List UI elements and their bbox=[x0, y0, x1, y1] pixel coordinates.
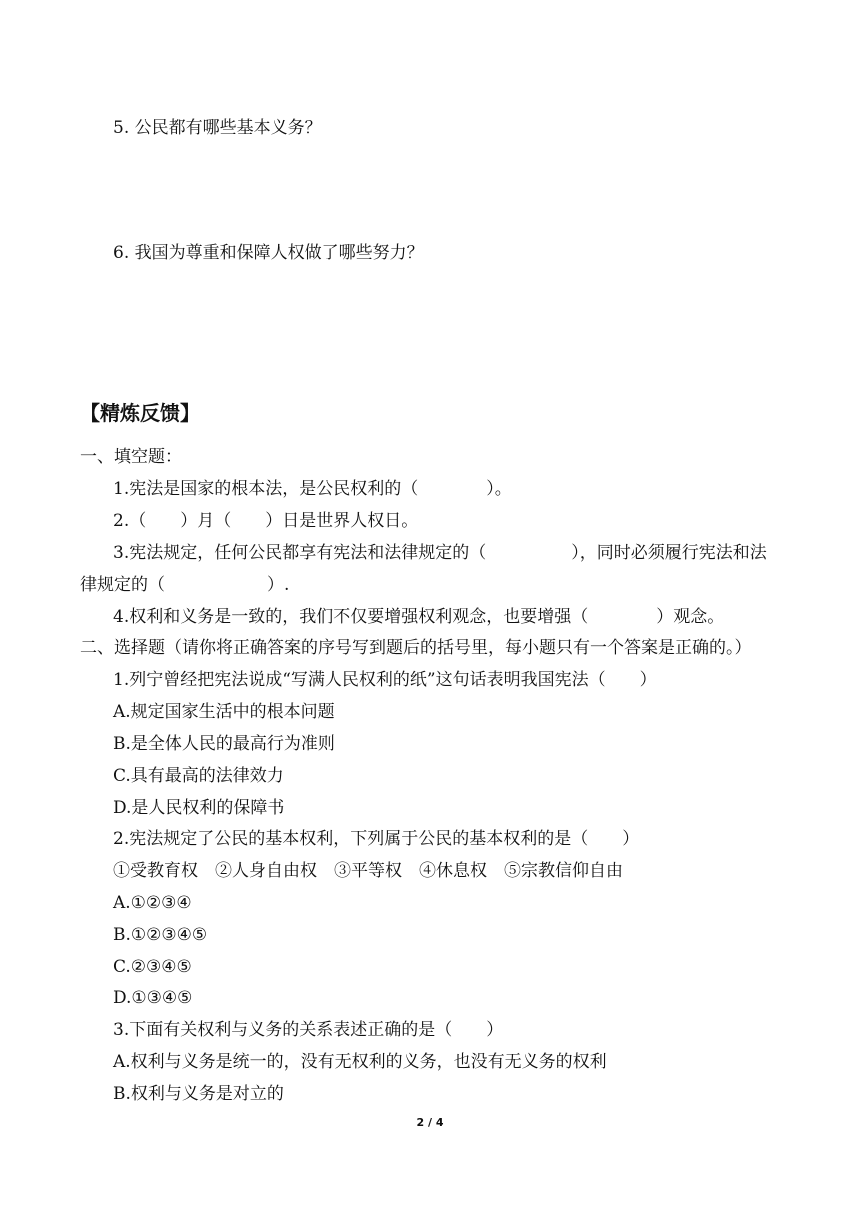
choice-q2-statements: ①受教育权 ②人身自由权 ③平等权 ④休息权 ⑤宗教信仰自由 bbox=[113, 861, 623, 881]
choice-q2-option-c: C.②③④⑤ bbox=[113, 957, 192, 977]
choice-q1: 1.列宁曾经把宪法说成“写满人民权利的纸”这句话表明我国宪法（ ） bbox=[113, 670, 657, 690]
fill-blank-item-4: 4.权利和义务是一致的，我们不仅要增强权利观念，也要增强（ ）观念。 bbox=[113, 607, 725, 627]
choice-title: 二、选择题（请你将正确答案的序号写到题后的括号里，每小题只有一个答案是正确的。） bbox=[80, 638, 752, 658]
section-title: 【精炼反馈】 bbox=[80, 401, 200, 425]
choice-q1-option-c: C.具有最高的法律效力 bbox=[113, 766, 284, 786]
fill-blank-item-1: 1.宪法是国家的根本法，是公民权利的（ ）。 bbox=[113, 479, 512, 499]
choice-q2-option-b: B.①②③④⑤ bbox=[113, 925, 208, 945]
choice-q3: 3.下面有关权利与义务的关系表述正确的是（ ） bbox=[113, 1020, 504, 1040]
fill-blank-item-3: 3.宪法规定，任何公民都享有宪法和法律规定的（ ），同时必须履行宪法和法 bbox=[113, 543, 767, 563]
choice-q2-option-d: D.①③④⑤ bbox=[113, 988, 193, 1008]
choice-q3-option-a: A.权利与义务是统一的，没有无权利的义务，也没有无义务的权利 bbox=[113, 1052, 607, 1072]
choice-q1-option-a: A.规定国家生活中的根本问题 bbox=[113, 702, 335, 722]
choice-q1-option-d: D.是人民权利的保障书 bbox=[113, 798, 285, 818]
question-6: 6. 我国为尊重和保障人权做了哪些努力？ bbox=[113, 243, 424, 263]
fill-blank-item-2: 2.（ ）月（ ）日是世界人权日。 bbox=[113, 511, 419, 531]
question-5: 5. 公民都有哪些基本义务？ bbox=[113, 118, 322, 138]
choice-q3-option-b: B.权利与义务是对立的 bbox=[113, 1084, 284, 1104]
choice-q2-option-a: A.①②③④ bbox=[113, 893, 192, 913]
page-number: 2 / 4 bbox=[416, 1116, 444, 1129]
fill-blank-item-3-cont: 律规定的（ ）. bbox=[80, 575, 290, 595]
fill-blank-title: 一、填空题： bbox=[80, 447, 182, 467]
choice-q2: 2.宪法规定了公民的基本权利，下列属于公民的基本权利的是（ ） bbox=[113, 829, 640, 849]
choice-q1-option-b: B.是全体人民的最高行为准则 bbox=[113, 734, 335, 754]
